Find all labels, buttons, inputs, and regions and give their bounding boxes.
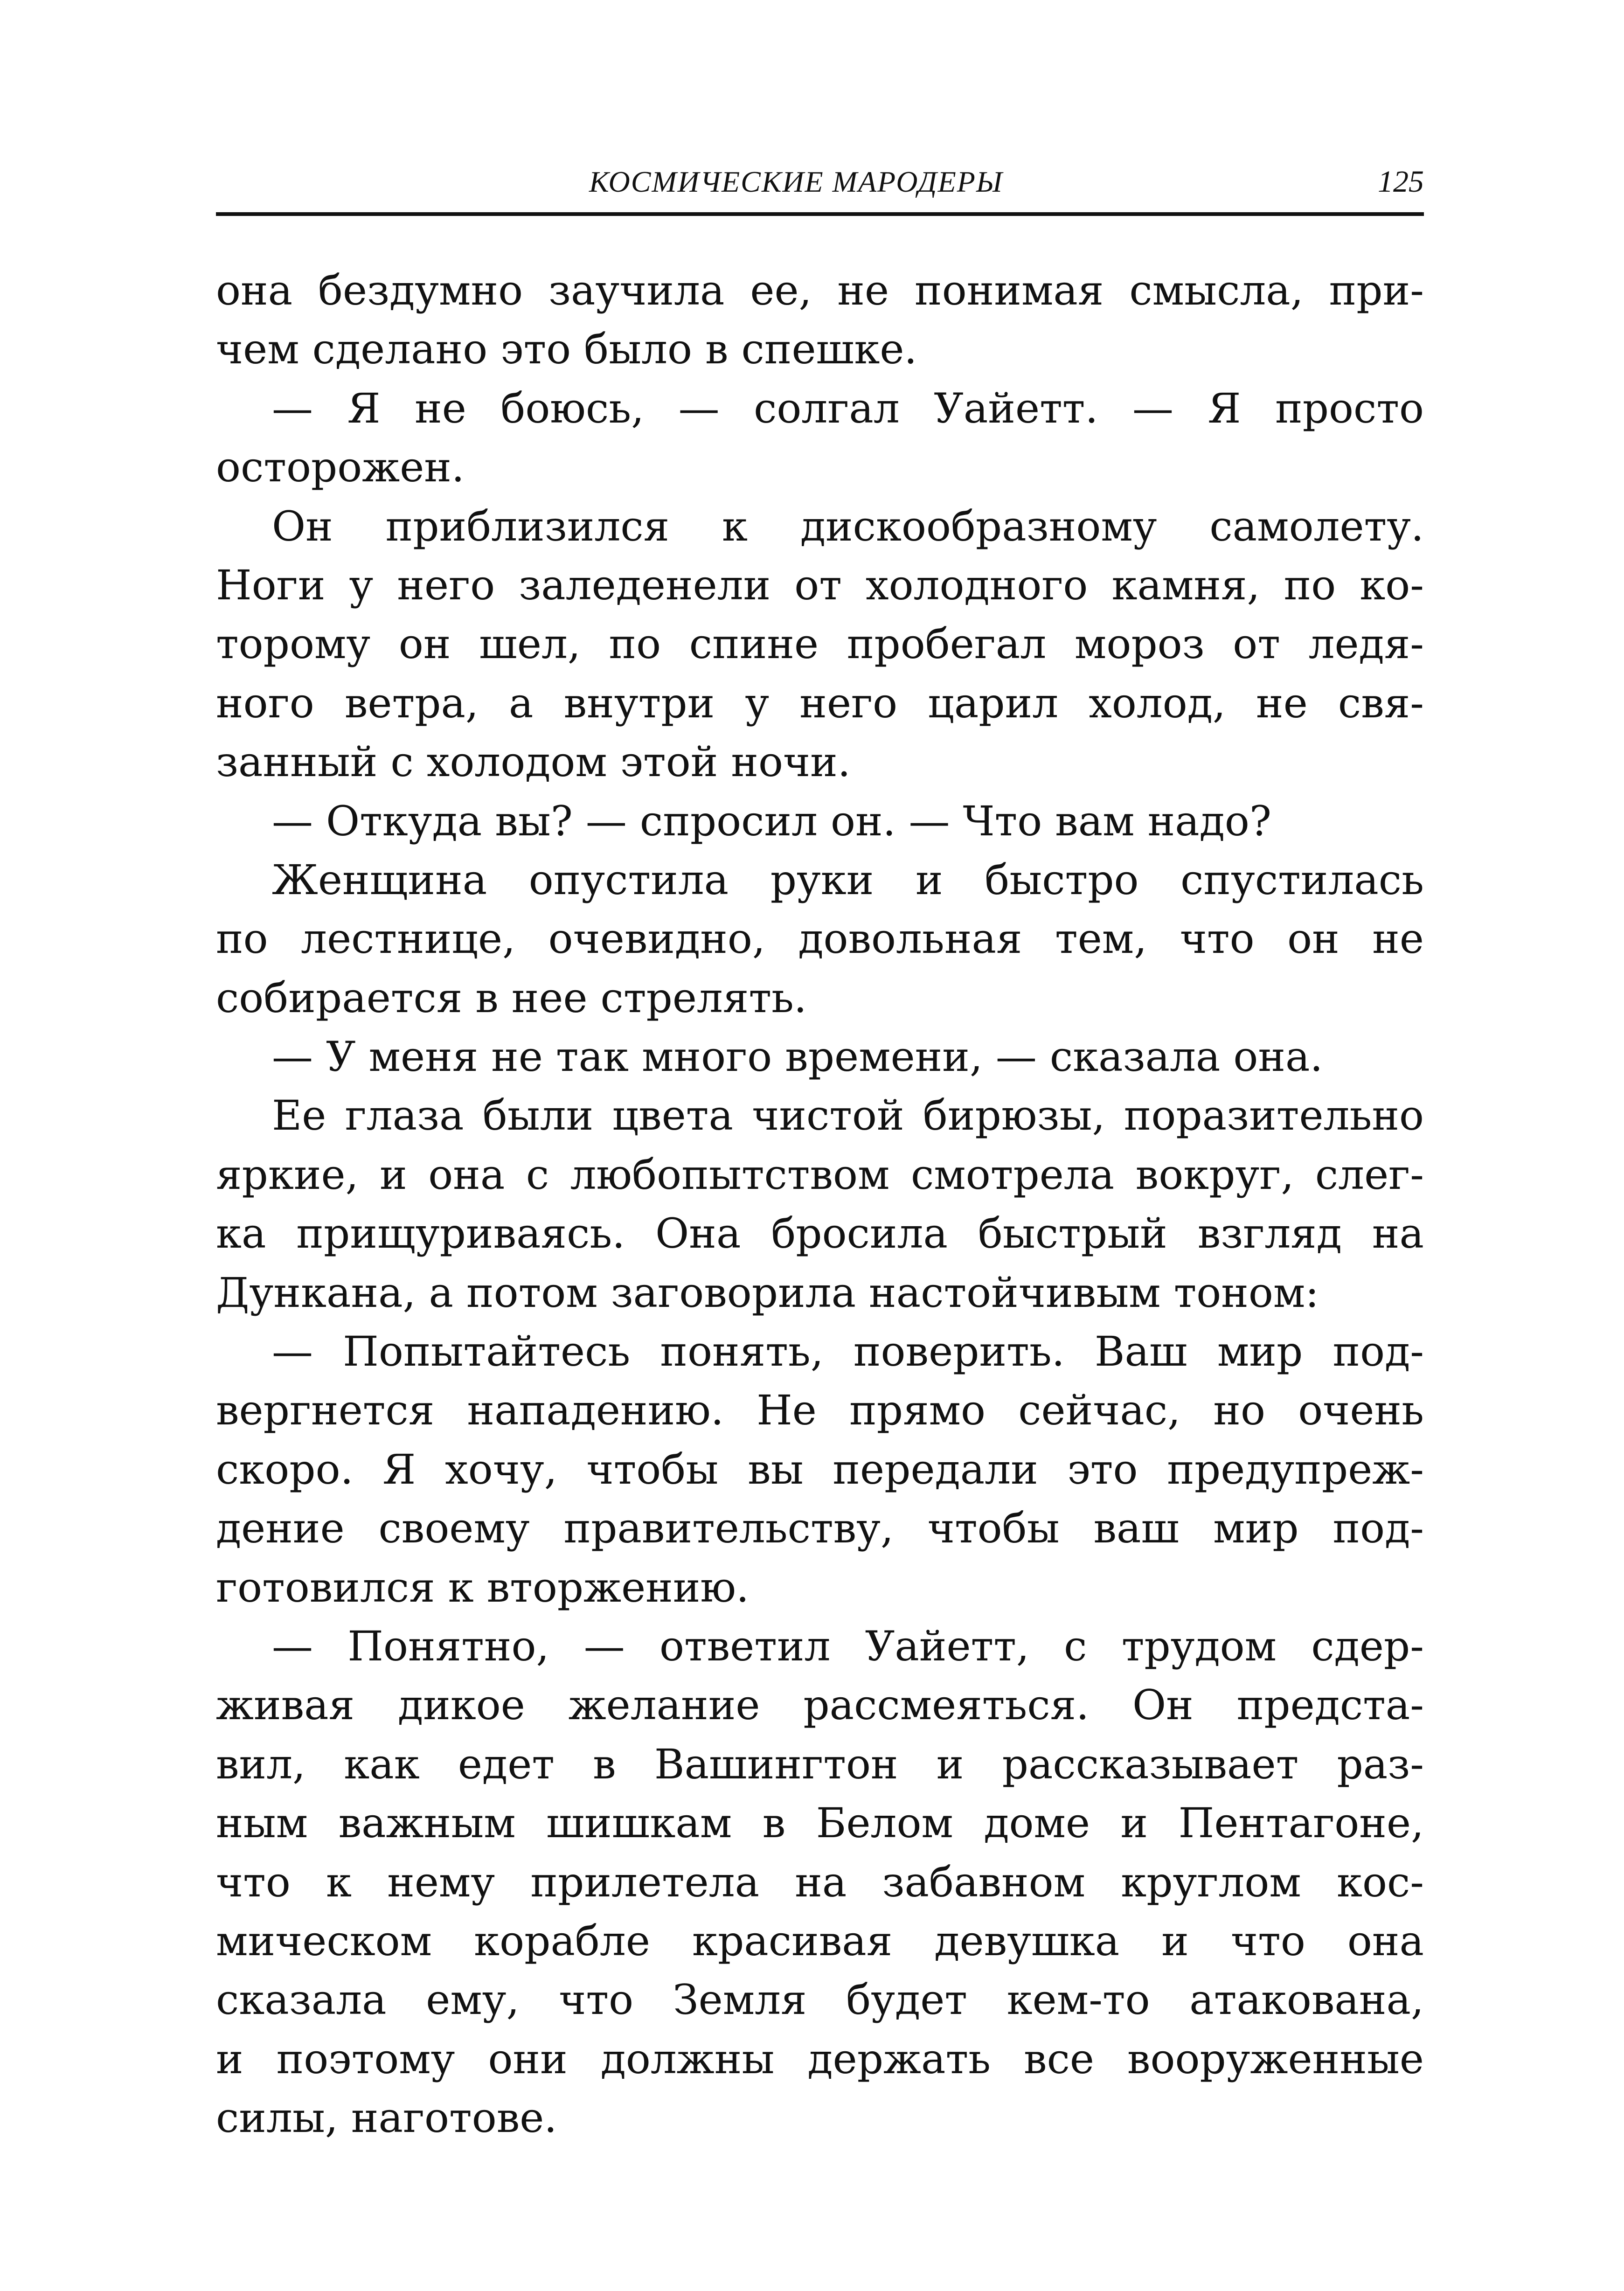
text-line: сказала ему, что Земля будет кем-то атакована, bbox=[216, 1976, 1424, 2024]
running-title: КОСМИЧЕСКИЕ МАРОДЕРЫ bbox=[589, 165, 1003, 198]
text-line: собирается в нее стрелять. bbox=[216, 973, 807, 1022]
text-line: яркие, и она с любопытством смотрела вокруг, слег- bbox=[216, 1150, 1424, 1199]
text-line: — Я не боюсь, — солгал Уайетт. — Я просто bbox=[272, 384, 1424, 432]
text-line: Ее глаза были цвета чистой бирюзы, поразительно bbox=[272, 1091, 1424, 1140]
text-line: ным важным шишкам в Белом доме и Пентагоне, bbox=[216, 1799, 1424, 1847]
text-line: и поэтому они должны держать все вооруженные bbox=[216, 2034, 1424, 2083]
text-line: Женщина опустила руки и быстро спустилась bbox=[272, 855, 1424, 904]
text-line: — Откуда вы? — спросил он. — Что вам надо? bbox=[272, 797, 1272, 845]
text-line: торому он шел, по спине пробегал мороз от ледя- bbox=[216, 620, 1424, 668]
text-line: она бездумно заучила ее, не понимая смысла, при- bbox=[216, 266, 1424, 314]
text-line: чем сделано это было в спешке. bbox=[216, 325, 917, 374]
text-line: ного ветра, а внутри у него царил холод, не свя- bbox=[216, 679, 1424, 727]
text-line: вергнется нападению. Не прямо сейчас, но очень bbox=[216, 1386, 1424, 1435]
text-line: что к нему прилетела на забавном круглом кос- bbox=[216, 1858, 1424, 1906]
text-line: занный с холодом этой ночи. bbox=[216, 738, 851, 786]
text-line: вил, как едет в Вашингтон и рассказывает раз- bbox=[216, 1740, 1424, 1788]
page-header bbox=[216, 161, 1424, 217]
text-line: дение своему правительству, чтобы ваш мир под- bbox=[216, 1504, 1424, 1553]
text-line: живая дикое желание рассмеяться. Он предста- bbox=[216, 1681, 1424, 1729]
text-line: силы, наготове. bbox=[216, 2094, 557, 2142]
text-line: готовился к вторжению. bbox=[216, 1563, 750, 1611]
text-line: мическом корабле красивая девушка и что она bbox=[216, 1916, 1424, 1965]
text-line: — Попытайтесь понять, поверить. Ваш мир под- bbox=[272, 1327, 1424, 1376]
body-text bbox=[216, 261, 1424, 2148]
text-line: ка прищуриваясь. Она бросила быстрый взгляд на bbox=[216, 1209, 1424, 1258]
header-rule bbox=[216, 212, 1424, 216]
text-line: осторожен. bbox=[216, 443, 465, 492]
text-line: Он приблизился к дискообразному самолету. bbox=[272, 502, 1424, 550]
text-line: — У меня не так много времени, — сказала она. bbox=[272, 1033, 1323, 1081]
text-line: скоро. Я хочу, чтобы вы передали это предупреж- bbox=[216, 1445, 1424, 1493]
text-line: Дункана, а потом заговорила настойчивым тоном: bbox=[216, 1268, 1319, 1317]
text-line: по лестнице, очевидно, довольная тем, что он не bbox=[216, 915, 1424, 963]
text-line: — Понятно, — ответил Уайетт, с трудом сдер- bbox=[272, 1622, 1424, 1670]
text-line: Ноги у него заледенели от холодного камня, по ко- bbox=[216, 561, 1424, 609]
page-number: 125 bbox=[1378, 165, 1424, 199]
